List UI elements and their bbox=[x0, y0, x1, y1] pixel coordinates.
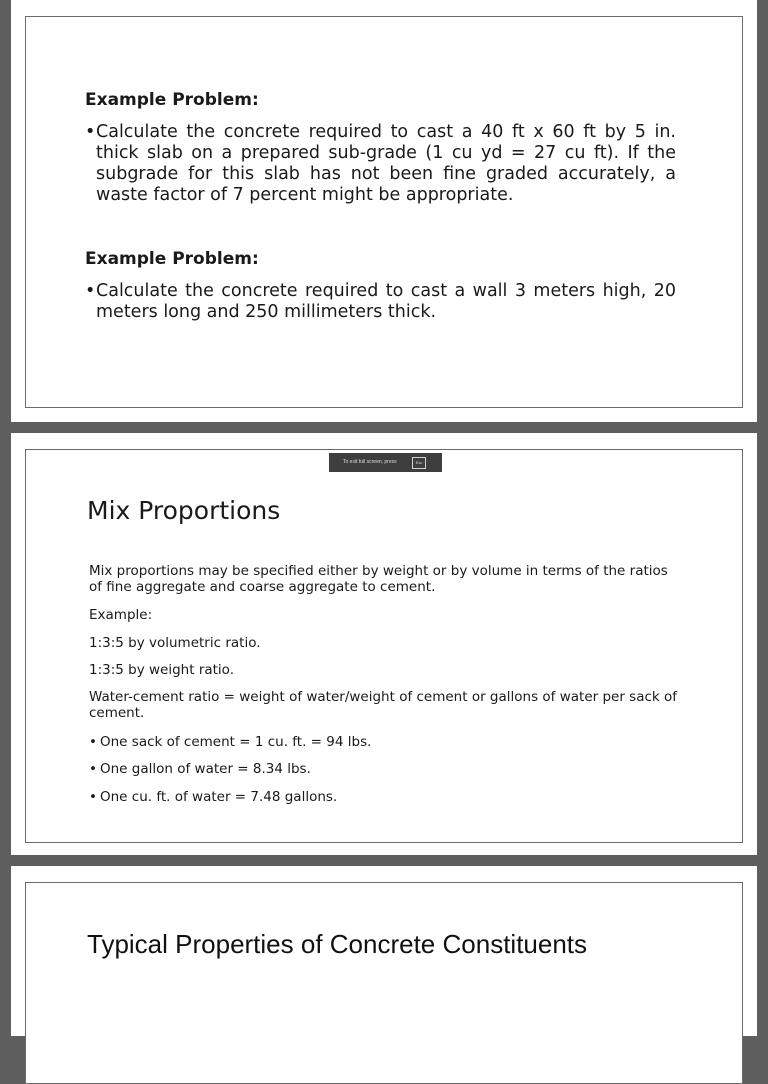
ratio-volumetric: 1:3:5 by volumetric ratio. bbox=[89, 635, 261, 651]
example-label: Example: bbox=[89, 607, 153, 623]
bullet-icon: • bbox=[89, 761, 97, 777]
bullet-icon: • bbox=[85, 281, 96, 301]
list-item bbox=[89, 789, 337, 805]
problem-1-body: Calculate the concrete required to cast a 40 ft x 60 ft by 5 in. thick slab on a prepared sub-grade (1 cu yd = 27 cu ft). If the subgrade for this slab has not been fine graded accurately, a waste factor of 7 percent might be appropriate. bbox=[96, 122, 676, 205]
problem-2-heading: Example Problem: bbox=[85, 249, 259, 269]
slide-title: Mix Proportions bbox=[87, 496, 281, 525]
bullet-icon: • bbox=[89, 789, 97, 805]
list-item-text: One cu. ft. of water = 7.48 gallons. bbox=[100, 789, 338, 805]
slide-title: Typical Properties of Concrete Constituents bbox=[87, 929, 588, 959]
problem-1-heading: Example Problem: bbox=[85, 90, 259, 110]
problem-2-text bbox=[85, 281, 676, 323]
slide-2-frame bbox=[25, 449, 743, 843]
slide-1-frame bbox=[25, 16, 743, 408]
list-item-text: One gallon of water = 8.34 lbs. bbox=[100, 761, 311, 777]
mix-intro: Mix proportions may be specified either by weight or by volume in terms of the ratios of fine aggregate and coarse aggregate to cement. bbox=[89, 563, 668, 595]
slide-2 bbox=[11, 433, 757, 855]
problem-2-body: Calculate the concrete required to cast a wall 3 meters high, 20 meters long and 250 millimeters thick. bbox=[96, 281, 676, 322]
bullet-icon: • bbox=[89, 734, 97, 750]
esc-key-icon: Esc bbox=[412, 457, 426, 469]
list-item-text: One sack of cement = 1 cu. ft. = 94 lbs. bbox=[100, 734, 372, 750]
slide-3-frame bbox=[25, 882, 743, 1084]
list-item bbox=[89, 734, 371, 750]
fullscreen-notice bbox=[329, 453, 442, 472]
fullscreen-notice-text: To exit full screen, press bbox=[343, 459, 397, 465]
slide-1 bbox=[11, 0, 757, 422]
ratio-weight: 1:3:5 by weight ratio. bbox=[89, 662, 234, 678]
water-cement-ratio: Water-cement ratio = weight of water/weight of cement or gallons of water per sack of cement. bbox=[89, 689, 678, 721]
slide-3 bbox=[11, 866, 757, 1036]
bullet-icon: • bbox=[85, 122, 96, 142]
problem-1-text bbox=[85, 122, 676, 206]
list-item bbox=[89, 761, 311, 777]
